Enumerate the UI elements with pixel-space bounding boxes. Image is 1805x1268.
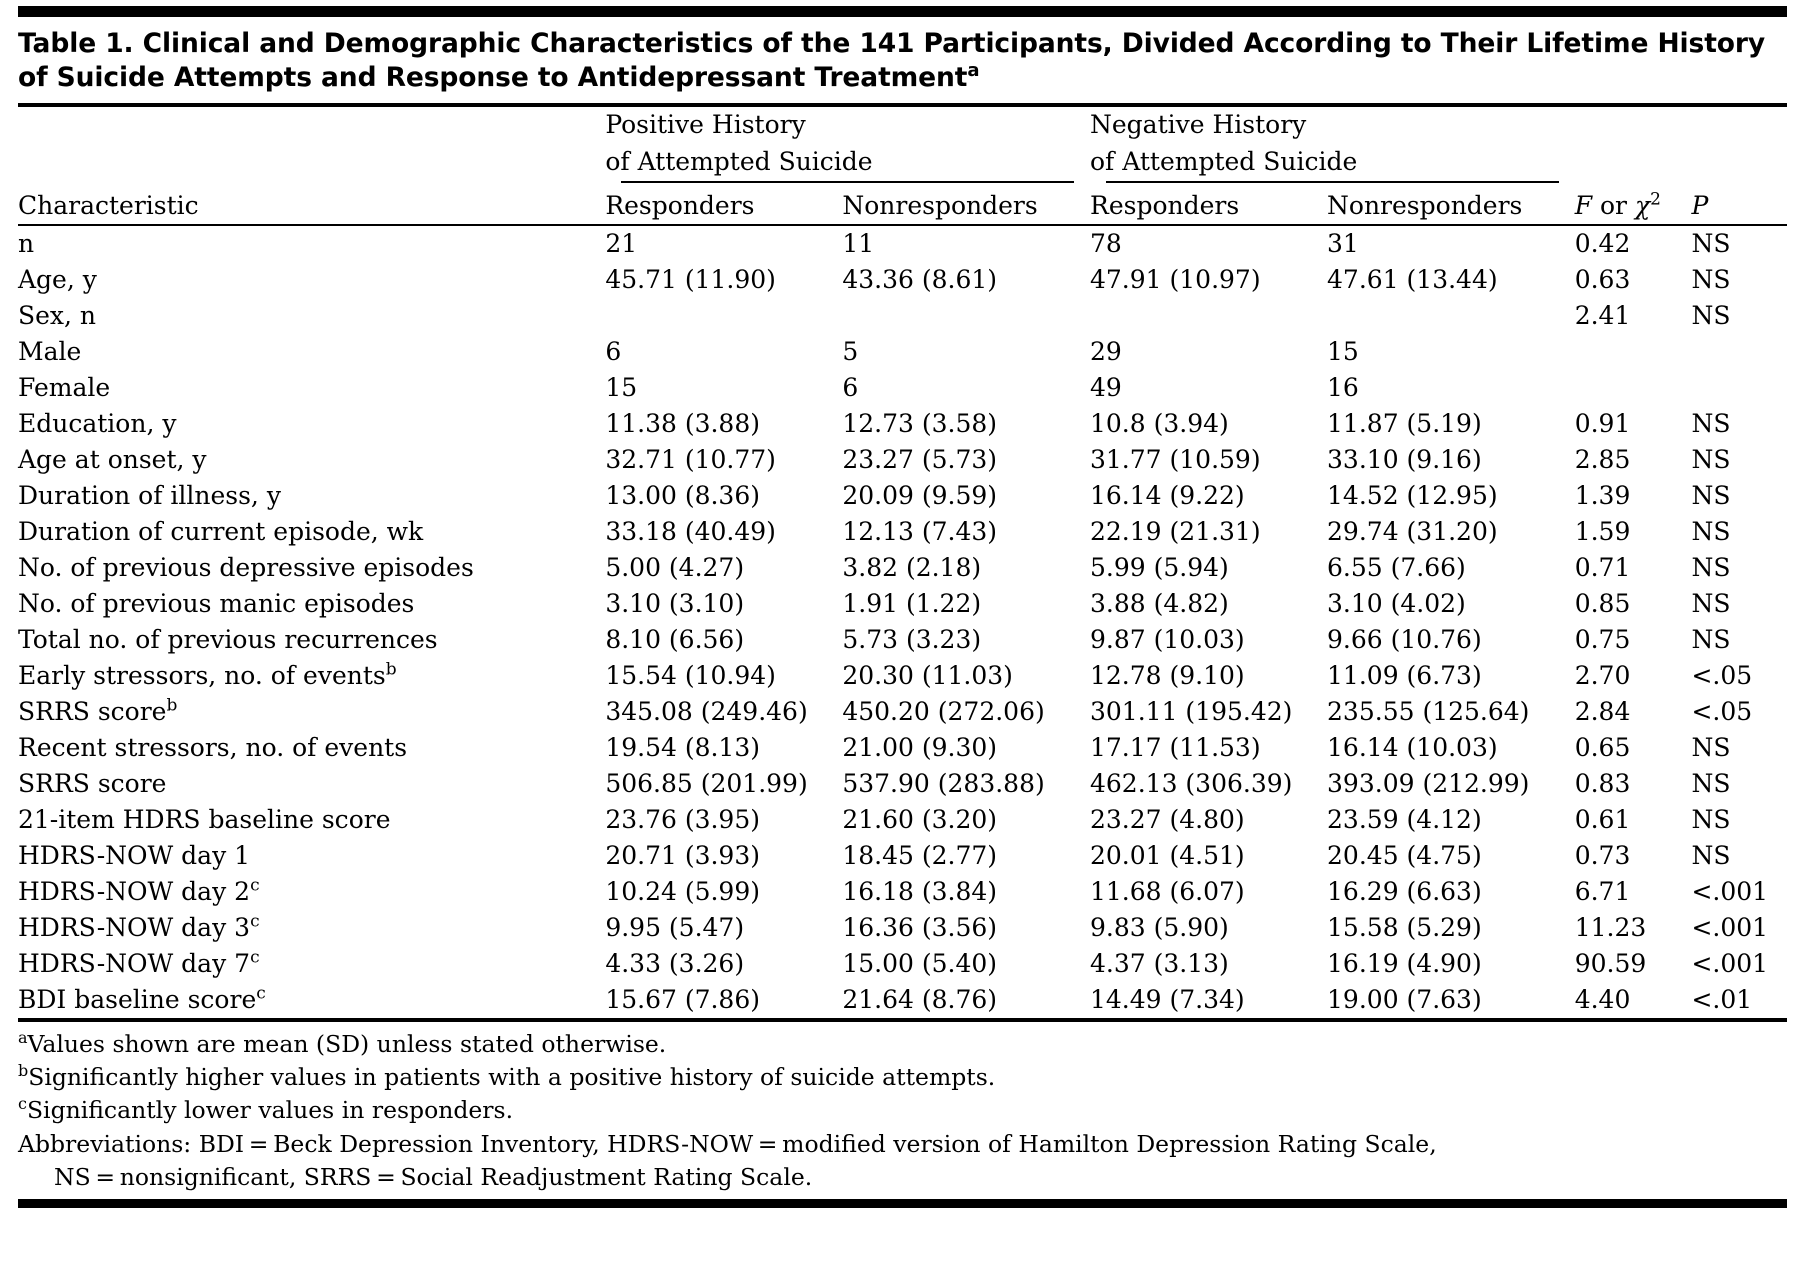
cell-p-value: NS [1691,445,1731,475]
cell-neg-responders: 49 [1090,373,1122,403]
table-row [18,406,1787,442]
cell-pos-responders: 23.76 (3.95) [605,805,760,835]
cell-statistic: 0.91 [1574,409,1631,439]
cell-neg-responders: 3.88 (4.82) [1090,589,1229,619]
column-header-neg-responders: Responders [1090,191,1240,221]
group-header-spacer2-p [1691,144,1787,181]
cell-pos-responders: 9.95 (5.47) [605,913,745,943]
group-header-positive-line1: Positive History [605,110,806,140]
cell-pos-nonresponders: 21.64 (8.76) [842,985,998,1015]
cell-p-value: NS [1691,589,1731,619]
table-page [0,6,1805,1208]
cell-neg-responders: 10.8 (3.94) [1090,409,1229,439]
row-label: Total no. of previous recurrences [18,625,438,655]
data-table [18,107,1787,224]
cell-neg-responders: 78 [1090,229,1122,259]
footnote-c-text: Significantly lower values in responders. [26,1096,514,1125]
cell-pos-nonresponders: 12.13 (7.43) [842,517,998,547]
table-row [18,334,1787,370]
cell-statistic: 6.71 [1574,877,1631,907]
cell-p-value: NS [1691,805,1731,835]
body-bottom-rule [18,1018,1787,1022]
cell-pos-nonresponders: 11 [842,229,875,259]
column-header-row [18,188,1787,224]
cell-pos-responders: 32.71 (10.77) [605,445,776,475]
cell-pos-responders: 15.67 (7.86) [605,985,760,1015]
bottom-border-rule [18,1199,1787,1208]
cell-neg-nonresponders: 14.52 (12.95) [1327,481,1498,511]
footnote-a-text: Values shown are mean (SD) unless stated otherwise. [27,1029,667,1058]
group-header-spacer-p [1691,107,1787,144]
cell-neg-nonresponders: 31 [1327,229,1359,259]
group-header-underline-row [18,181,1787,188]
cell-pos-responders: 33.18 (40.49) [605,517,776,547]
cell-neg-responders: 462.13 (306.39) [1090,769,1293,799]
cell-neg-responders: 12.78 (9.10) [1090,661,1245,691]
footnotes [18,1029,1787,1199]
row-label-footnote-marker: c [256,983,266,1004]
cell-pos-responders: 45.71 (11.90) [605,265,776,295]
row-label: HDRS-NOW day 2$^c$ [18,875,260,907]
footnote-a [18,1029,1787,1060]
cell-neg-nonresponders [1327,298,1575,334]
group-underline-positive [605,181,1090,188]
cell-statistic: 11.23 [1574,913,1647,943]
footnote-b-marker: b [18,1061,29,1081]
cell-pos-nonresponders [842,298,1090,334]
column-header-neg-nonresponders: Nonresponders [1327,191,1523,221]
footnote-c-marker: c [18,1094,27,1114]
cell-statistic [1575,370,1692,406]
table-row [18,982,1787,1018]
cell-pos-nonresponders: 18.45 (2.77) [842,841,998,871]
cell-statistic: 0.83 [1574,769,1631,799]
cell-statistic: 90.59 [1574,949,1647,979]
cell-p-value: <.001 [1691,949,1769,979]
cell-neg-nonresponders: 20.45 (4.75) [1327,841,1482,871]
footnote-a-marker: a [18,1027,28,1047]
cell-neg-nonresponders: 235.55 (125.64) [1327,697,1530,727]
cell-pos-responders: 19.54 (8.13) [605,733,760,763]
table-row [18,622,1787,658]
cell-neg-responders [1090,298,1327,334]
cell-pos-responders: 5.00 (4.27) [605,553,745,583]
cell-p-value: NS [1691,517,1731,547]
row-label: Duration of current episode, wk [18,517,424,547]
cell-p-value: NS [1691,481,1731,511]
table-row [18,802,1787,838]
cell-p-value: NS [1691,733,1731,763]
table-title-footnote-marker: a [967,60,980,82]
column-header-pos-responders: Responders [605,191,755,221]
underline-spacer-p [1691,181,1787,188]
cell-statistic: 2.70 [1574,661,1631,691]
cell-pos-nonresponders: 5 [842,337,859,367]
cell-p-value: NS [1691,769,1731,799]
row-label-footnote-marker: b [166,695,178,716]
row-label: n [18,229,35,259]
row-label: BDI baseline score$^c$ [18,983,266,1015]
row-label: Recent stressors, no. of events [18,733,408,763]
cell-statistic: 2.84 [1574,697,1631,727]
cell-neg-nonresponders: 15 [1327,337,1359,367]
cell-statistic: 4.40 [1574,985,1631,1015]
row-label-footnote-marker: b [385,659,397,680]
cell-neg-responders: 9.87 (10.03) [1090,625,1245,655]
table-row [18,946,1787,982]
cell-neg-nonresponders: 393.09 (212.99) [1327,769,1530,799]
cell-neg-responders: 29 [1090,337,1122,367]
cell-neg-nonresponders: 9.66 (10.76) [1327,625,1482,655]
cell-neg-responders: 23.27 (4.80) [1090,805,1245,835]
cell-neg-responders: 47.91 (10.97) [1090,265,1261,295]
cell-neg-nonresponders: 6.55 (7.66) [1327,553,1466,583]
cell-neg-nonresponders: 33.10 (9.16) [1327,445,1482,475]
cell-pos-responders: 3.10 (3.10) [605,589,745,619]
table-row [18,478,1787,514]
table-row [18,910,1787,946]
cell-neg-responders: 4.37 (3.13) [1090,949,1229,979]
cell-pos-nonresponders: 6 [842,373,859,403]
statistic-f-label: F [1574,191,1593,221]
cell-p-value: <.001 [1691,913,1769,943]
group-header-negative-line1: Negative History [1090,110,1307,140]
underline-spacer [18,181,605,188]
statistic-chi-label: χ [1634,191,1651,221]
column-header-p-value: P [1691,191,1709,221]
row-label-footnote-marker: c [250,911,260,932]
cell-pos-nonresponders: 12.73 (3.58) [842,409,998,439]
group-header-spacer [18,107,605,144]
cell-p-value: NS [1691,301,1731,331]
column-header-pos-nonresponders: Nonresponders [842,191,1038,221]
cell-neg-nonresponders: 16 [1327,373,1359,403]
row-label: SRRS score$^b$ [18,695,178,727]
cell-neg-nonresponders: 15.58 (5.29) [1327,913,1482,943]
column-header-characteristic: Characteristic [18,191,199,221]
row-label: No. of previous manic episodes [18,589,415,619]
cell-pos-nonresponders: 537.90 (283.88) [842,769,1045,799]
cell-neg-nonresponders: 3.10 (4.02) [1327,589,1466,619]
cell-pos-nonresponders: 3.82 (2.18) [842,553,982,583]
cell-pos-nonresponders: 21.60 (3.20) [842,805,998,835]
table-row [18,658,1787,694]
row-label: Male [18,337,82,367]
row-label: Age, y [18,265,97,295]
table-row [18,514,1787,550]
row-label: 21-item HDRS baseline score [18,805,391,835]
cell-p-value [1691,334,1787,370]
cell-pos-nonresponders: 20.09 (9.59) [842,481,998,511]
cell-statistic: 2.41 [1574,301,1631,331]
cell-p-value: NS [1691,625,1731,655]
cell-p-value: NS [1691,409,1731,439]
cell-pos-responders: 20.71 (3.93) [605,841,760,871]
cell-neg-responders: 9.83 (5.90) [1090,913,1229,943]
cell-pos-nonresponders: 23.27 (5.73) [842,445,998,475]
row-label: Early stressors, no. of events$^b$ [18,659,397,691]
cell-statistic: 1.39 [1574,481,1631,511]
cell-p-value: <.01 [1691,985,1753,1015]
table-row [18,262,1787,298]
cell-pos-nonresponders: 16.36 (3.56) [842,913,998,943]
abbreviations-line-2: NS = nonsignificant, SRRS = Social Readjustment Rating Scale. [54,1162,813,1191]
cell-statistic: 0.75 [1574,625,1631,655]
table-row [18,766,1787,802]
cell-pos-nonresponders: 16.18 (3.84) [842,877,998,907]
cell-neg-responders: 14.49 (7.34) [1090,985,1245,1015]
row-label: No. of previous depressive episodes [18,553,474,583]
footnote-c [18,1095,1787,1126]
statistic-or-label: or [1592,191,1635,221]
row-label: HDRS-NOW day 1 [18,841,251,871]
row-label: Female [18,373,111,403]
group-header-positive-line2: of Attempted Suicide [605,147,873,177]
cell-neg-nonresponders: 16.14 (10.03) [1327,733,1498,763]
cell-pos-nonresponders: 20.30 (11.03) [842,661,1013,691]
cell-neg-responders: 11.68 (6.07) [1090,877,1245,907]
cell-neg-responders: 5.99 (5.94) [1090,553,1229,583]
cell-neg-responders: 301.11 (195.42) [1090,697,1293,727]
table-row [18,838,1787,874]
cell-statistic: 2.85 [1574,445,1631,475]
cell-neg-nonresponders: 23.59 (4.12) [1327,805,1482,835]
table-row [18,298,1787,334]
cell-pos-nonresponders: 43.36 (8.61) [842,265,998,295]
row-label: Age at onset, y [18,445,207,475]
table-row [18,586,1787,622]
cell-neg-responders: 22.19 (21.31) [1090,517,1261,547]
column-header-statistic [1575,188,1692,224]
cell-neg-nonresponders: 47.61 (13.44) [1327,265,1498,295]
cell-statistic: 0.73 [1574,841,1631,871]
cell-neg-nonresponders: 11.09 (6.73) [1327,661,1482,691]
group-underline-negative [1090,181,1575,188]
cell-pos-nonresponders: 1.91 (1.22) [842,589,982,619]
table-row [18,550,1787,586]
footnote-b-text: Significantly higher values in patients with a positive history of suicide attempts. [28,1063,996,1092]
row-label: HDRS-NOW day 7$^c$ [18,947,260,979]
cell-pos-responders: 15.54 (10.94) [605,661,776,691]
group-header-negative-line2: of Attempted Suicide [1090,147,1358,177]
cell-neg-nonresponders: 29.74 (31.20) [1327,517,1498,547]
row-label: Education, y [18,409,177,439]
table-body [18,226,1787,1018]
cell-pos-responders: 21 [605,229,638,259]
cell-pos-nonresponders: 5.73 (3.23) [842,625,982,655]
cell-neg-nonresponders: 16.29 (6.63) [1327,877,1482,907]
group-header-spacer2-f [1575,144,1692,181]
data-table-body [18,226,1787,1018]
cell-neg-responders: 17.17 (11.53) [1090,733,1261,763]
cell-statistic: 1.59 [1574,517,1631,547]
cell-neg-nonresponders: 19.00 (7.63) [1327,985,1482,1015]
cell-statistic: 0.61 [1574,805,1631,835]
cell-p-value [1691,370,1787,406]
table-row [18,370,1787,406]
cell-statistic: 0.42 [1574,229,1631,259]
table-title-text: Table 1. Clinical and Demographic Characteristics of the 141 Participants, Divided According to Their Lifetime History of Suicide Attempts and Response to Antidepressant Treatment [18,28,1766,93]
cell-pos-responders: 506.85 (201.99) [605,769,808,799]
abbreviations-line-1: Abbreviations: BDI = Beck Depression Inventory, HDRS-NOW = modified version of Hamilton Depression Rating Scale, [18,1129,1437,1158]
cell-pos-responders: 345.08 (249.46) [605,697,808,727]
row-label: Duration of illness, y [18,481,281,511]
footnote-b [18,1062,1787,1093]
cell-pos-nonresponders: 15.00 (5.40) [842,949,998,979]
table-row [18,226,1787,262]
cell-p-value: NS [1691,841,1731,871]
group-header-row-line1 [18,107,1787,144]
cell-neg-nonresponders: 16.19 (4.90) [1327,949,1482,979]
cell-neg-nonresponders: 11.87 (5.19) [1327,409,1482,439]
cell-pos-nonresponders: 21.00 (9.30) [842,733,998,763]
cell-statistic [1575,334,1692,370]
cell-pos-responders: 13.00 (8.36) [605,481,760,511]
group-header-row-line2 [18,144,1787,181]
row-label-footnote-marker: c [250,947,260,968]
cell-p-value: <.05 [1691,661,1753,691]
row-label-footnote-marker: c [250,875,260,896]
cell-p-value: <.001 [1691,877,1769,907]
row-label: HDRS-NOW day 3$^c$ [18,911,260,943]
underline-spacer-f [1575,181,1692,188]
cell-pos-responders [605,298,842,334]
row-label: Sex, n [18,301,97,331]
table-row [18,874,1787,910]
cell-pos-responders: 15 [605,373,638,403]
group-header-spacer-f [1575,107,1692,144]
cell-pos-responders: 6 [605,337,622,367]
table-row [18,442,1787,478]
cell-p-value: NS [1691,553,1731,583]
cell-pos-responders: 10.24 (5.99) [605,877,760,907]
cell-neg-responders: 16.14 (9.22) [1090,481,1245,511]
cell-pos-responders: 8.10 (6.56) [605,625,745,655]
group-header-spacer2 [18,144,605,181]
table-title [18,27,1787,95]
statistic-chi-exponent: 2 [1650,189,1661,210]
table-row [18,694,1787,730]
cell-p-value: NS [1691,229,1731,259]
cell-pos-responders: 11.38 (3.88) [605,409,760,439]
row-label: SRRS score [18,769,167,799]
cell-neg-responders: 31.77 (10.59) [1090,445,1261,475]
cell-p-value: NS [1691,265,1731,295]
cell-statistic: 0.63 [1574,265,1631,295]
cell-statistic: 0.71 [1574,553,1631,583]
top-border-rule [18,6,1787,17]
table-row [18,730,1787,766]
cell-statistic: 0.85 [1574,589,1631,619]
cell-pos-nonresponders: 450.20 (272.06) [842,697,1045,727]
cell-neg-responders: 20.01 (4.51) [1090,841,1245,871]
cell-p-value: <.05 [1691,697,1753,727]
cell-statistic: 0.65 [1574,733,1631,763]
cell-pos-responders: 4.33 (3.26) [605,949,745,979]
